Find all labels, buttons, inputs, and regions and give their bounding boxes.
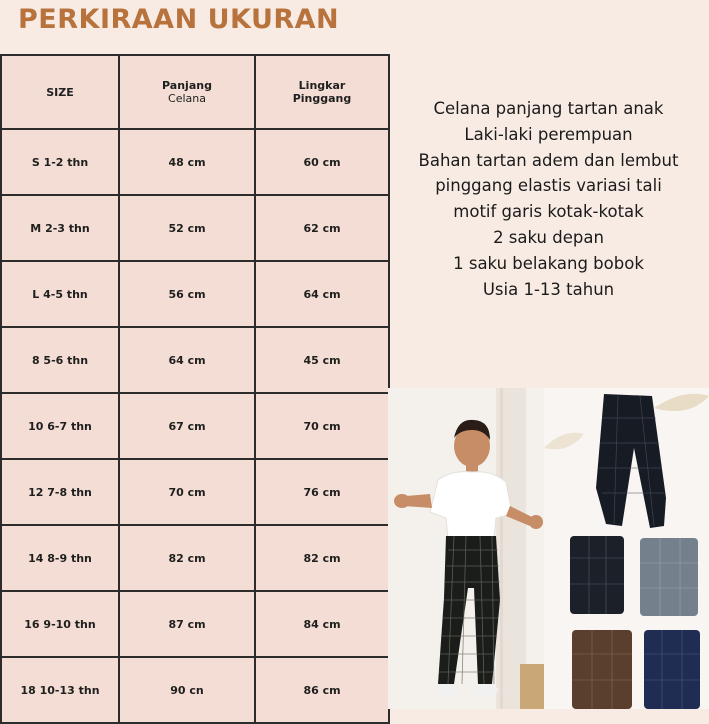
description-line: Usia 1-13 tahun	[482, 279, 615, 299]
size-cell: 18 10-13 thn	[1, 657, 119, 723]
size-cell: 16 9-10 thn	[1, 591, 119, 657]
lingkar-cell: 60 cm	[255, 129, 389, 195]
size-cell: 12 7-8 thn	[1, 459, 119, 525]
header-pinggang-label: Pinggang	[292, 92, 352, 105]
header-size-label: SIZE	[46, 85, 74, 99]
lingkar-cell: 84 cm	[255, 591, 389, 657]
table-row	[1, 261, 389, 327]
table-row	[1, 393, 389, 459]
size-cell: 10 6-7 thn	[1, 393, 119, 459]
header-size	[1, 55, 119, 129]
panjang-cell: 67 cm	[119, 393, 255, 459]
lingkar-cell: 76 cm	[255, 459, 389, 525]
header-lingkar-pinggang	[255, 55, 389, 129]
pants-product-photo	[544, 388, 709, 709]
size-cell: 14 8-9 thn	[1, 525, 119, 591]
panjang-cell: 87 cm	[119, 591, 255, 657]
header-panjang-label: Panjang	[162, 79, 212, 92]
size-chart-table	[0, 54, 390, 724]
panjang-cell: 48 cm	[119, 129, 255, 195]
panjang-cell: 64 cm	[119, 327, 255, 393]
header-lingkar-label: Lingkar	[298, 79, 346, 92]
panjang-cell: 70 cm	[119, 459, 255, 525]
lingkar-cell: 64 cm	[255, 261, 389, 327]
header-celana-label: Celana	[168, 92, 206, 105]
table-row	[1, 459, 389, 525]
lingkar-cell: 45 cm	[255, 327, 389, 393]
panjang-cell: 90 cn	[119, 657, 255, 723]
panjang-cell: 82 cm	[119, 525, 255, 591]
lingkar-cell: 86 cm	[255, 657, 389, 723]
description-line: Celana panjang tartan anak	[433, 99, 664, 118]
description-line: Laki-laki perempuan	[464, 124, 633, 144]
table-row	[1, 525, 389, 591]
description-line: 1 saku belakang bobok	[453, 253, 644, 273]
table-header-row	[1, 55, 389, 129]
panjang-cell: 56 cm	[119, 261, 255, 327]
description-line: Bahan tartan adem dan lembut	[418, 150, 679, 170]
size-cell: L 4-5 thn	[1, 261, 119, 327]
table-row	[1, 327, 389, 393]
header-panjang-celana	[119, 55, 255, 129]
table-row	[1, 591, 389, 657]
boy-model-illustration	[388, 388, 544, 709]
size-cell: M 2-3 thn	[1, 195, 119, 261]
description-line: pinggang elastis variasi tali	[435, 176, 662, 196]
lingkar-cell: 70 cm	[255, 393, 389, 459]
description-line: motif garis kotak-kotak	[453, 202, 644, 222]
lingkar-cell: 82 cm	[255, 525, 389, 591]
table-row	[1, 195, 389, 261]
lingkar-cell: 62 cm	[255, 195, 389, 261]
size-cell: S 1-2 thn	[1, 129, 119, 195]
description-line: 2 saku depan	[493, 227, 604, 247]
size-cell: 8 5-6 thn	[1, 327, 119, 393]
table-row	[1, 129, 389, 195]
table-row	[1, 657, 389, 723]
pants-illustration	[544, 388, 709, 709]
page-title: PERKIRAAN UKURAN	[18, 4, 340, 35]
panjang-cell: 52 cm	[119, 195, 255, 261]
product-description	[388, 96, 709, 302]
boy-model-photo	[388, 388, 544, 709]
